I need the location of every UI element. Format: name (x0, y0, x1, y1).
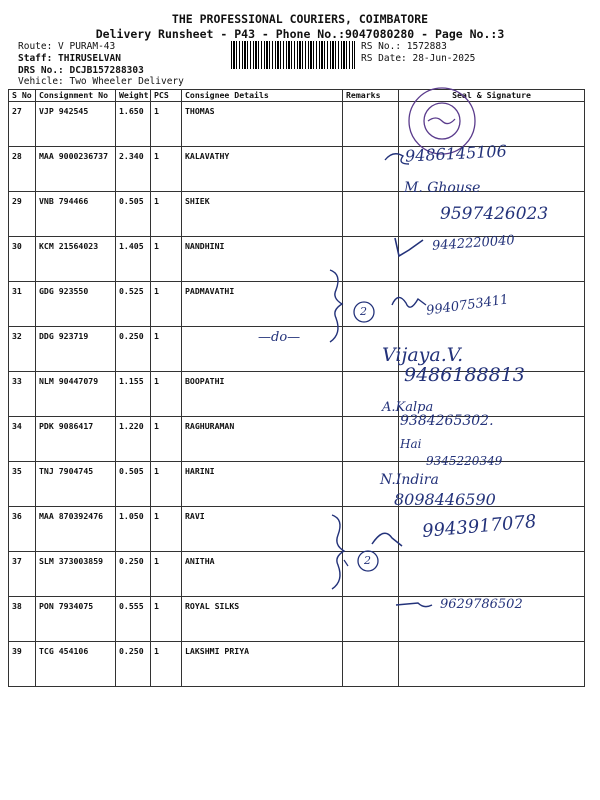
col-header-consignment: Consignment No (36, 90, 116, 102)
cell-weight: 0.505 (116, 192, 151, 237)
runsheet-subtitle: Delivery Runsheet - P43 - Phone No.:9047080280 - Page No.:3 (95, 27, 505, 41)
cell-signature (399, 552, 585, 597)
rs-number: RS No.: 1572883 (361, 41, 447, 52)
cell-remarks (343, 642, 399, 687)
col-header-sno: S No (9, 90, 36, 102)
cell-consignment-no: SLM 373003859 (36, 552, 116, 597)
cell-pcs: 1 (151, 282, 182, 327)
phone-row-39: 9629786502 (440, 597, 523, 612)
bracket-count-1: 2 (360, 305, 367, 318)
cell-weight: 0.525 (116, 282, 151, 327)
cell-consignment-no: PON 7934075 (36, 597, 116, 642)
cell-pcs: 1 (151, 327, 182, 372)
cell-weight: 1.650 (116, 102, 151, 147)
cell-consignee: PADMAVATHI (182, 282, 343, 327)
phone-row-34: 9384265302. (400, 413, 494, 429)
cell-sno: 38 (9, 597, 36, 642)
phone-row-33: 9486188813 (404, 364, 525, 386)
cell-remarks (343, 507, 399, 552)
cell-consignee: THOMAS (182, 102, 343, 147)
cell-pcs: 1 (151, 102, 182, 147)
signature-row-33: Vijaya.V. (382, 344, 464, 366)
cell-remarks (343, 282, 399, 327)
cell-sno: 28 (9, 147, 36, 192)
cell-remarks (343, 147, 399, 192)
cell-consignee: RAVI (182, 507, 343, 552)
cell-consignment-no: TCG 454106 (36, 642, 116, 687)
cell-consignment-no: VNB 794466 (36, 192, 116, 237)
col-header-weight: Weight (116, 90, 151, 102)
rs-date: RS Date: 28-Jun-2025 (361, 53, 476, 64)
signature-row-35: Hai (400, 437, 422, 451)
phone-row-37: 9943917078 (421, 511, 538, 542)
table-row (9, 642, 585, 687)
cell-consignment-no: VJP 942545 (36, 102, 116, 147)
cell-consignee: ANITHA (182, 552, 343, 597)
cell-sno: 39 (9, 642, 36, 687)
cell-weight: 2.340 (116, 147, 151, 192)
phone-row-31: 9940753411 (425, 292, 510, 319)
cell-sno: 37 (9, 552, 36, 597)
cell-remarks (343, 192, 399, 237)
cell-pcs: 1 (151, 642, 182, 687)
signature-row-36: N.Indira (380, 472, 439, 488)
cell-pcs: 1 (151, 192, 182, 237)
cell-pcs: 1 (151, 462, 182, 507)
cell-remarks (343, 237, 399, 282)
barcode-image (231, 41, 355, 69)
table-row (9, 552, 585, 597)
cell-pcs: 1 (151, 237, 182, 282)
cell-signature (399, 102, 585, 147)
phone-row-36: 8098446590 (394, 490, 496, 509)
cell-consignment-no: MAA 870392476 (36, 507, 116, 552)
cell-remarks (343, 102, 399, 147)
phone-row-28: 9486145106 (404, 141, 508, 166)
cell-pcs: 1 (151, 552, 182, 597)
cell-sno: 29 (9, 192, 36, 237)
cell-remarks (343, 417, 399, 462)
cell-consignee: ROYAL SILKS (182, 597, 343, 642)
cell-consignment-no: MAA 9000236737 (36, 147, 116, 192)
cell-weight: 0.505 (116, 462, 151, 507)
cell-pcs: 1 (151, 507, 182, 552)
cell-sno: 27 (9, 102, 36, 147)
cell-consignee: HARINI (182, 462, 343, 507)
cell-pcs: 1 (151, 372, 182, 417)
phone-row-35: 9345220349 (426, 454, 503, 468)
cell-weight: 1.220 (116, 417, 151, 462)
cell-pcs: 1 (151, 147, 182, 192)
vehicle-label: Vehicle: Two Wheeler Delivery (18, 76, 184, 87)
cell-weight: 0.555 (116, 597, 151, 642)
cell-sno: 30 (9, 237, 36, 282)
cell-weight: 1.405 (116, 237, 151, 282)
cell-weight: 1.155 (116, 372, 151, 417)
table-row (9, 462, 585, 507)
ditto-mark: —do— (258, 330, 301, 345)
cell-consignment-no: NLM 90447079 (36, 372, 116, 417)
phone-row-30: 9442220040 (431, 233, 516, 254)
cell-pcs: 1 (151, 417, 182, 462)
cell-sno: 32 (9, 327, 36, 372)
drs-label: DRS No.: DCJB157288303 (18, 65, 144, 76)
col-header-remarks: Remarks (343, 90, 399, 102)
route-label: Route: V PURAM-43 (18, 41, 116, 52)
name-row-29: M. Ghouse (404, 180, 481, 196)
cell-consignee: SHIEK (182, 192, 343, 237)
cell-sno: 31 (9, 282, 36, 327)
cell-sno: 34 (9, 417, 36, 462)
cell-signature (399, 642, 585, 687)
cell-sno: 33 (9, 372, 36, 417)
bracket-count-2: 2 (364, 554, 371, 567)
cell-consignee: NANDHINI (182, 237, 343, 282)
cell-weight: 0.250 (116, 552, 151, 597)
cell-consignee: BOOPATHI (182, 372, 343, 417)
cell-remarks (343, 597, 399, 642)
cell-weight: 0.250 (116, 642, 151, 687)
cell-consignee: KALAVATHY (182, 147, 343, 192)
signature-row-34: A.Kalpa (382, 400, 434, 415)
cell-consignee: RAGHURAMAN (182, 417, 343, 462)
table-row (9, 102, 585, 147)
cell-consignment-no: PDK 9086417 (36, 417, 116, 462)
cell-consignee: LAKSHMI PRIYA (182, 642, 343, 687)
cell-weight: 1.050 (116, 507, 151, 552)
cell-consignment-no: DDG 923719 (36, 327, 116, 372)
cell-sno: 35 (9, 462, 36, 507)
col-header-signature: Seal & Signature (399, 90, 585, 102)
cell-weight: 0.250 (116, 327, 151, 372)
cell-consignment-no: KCM 21564023 (36, 237, 116, 282)
cell-consignment-no: TNJ 7904745 (36, 462, 116, 507)
company-title: THE PROFESSIONAL COURIERS, COIMBATORE (171, 12, 429, 26)
col-header-pcs: PCS (151, 90, 182, 102)
table-header-row (9, 90, 585, 102)
cell-sno: 36 (9, 507, 36, 552)
cell-pcs: 1 (151, 597, 182, 642)
phone-row-29: 9597426023 (440, 204, 549, 224)
cell-consignment-no: GDG 923550 (36, 282, 116, 327)
col-header-consignee: Consignee Details (182, 90, 343, 102)
staff-label: Staff: THIRUSELVAN (18, 53, 121, 64)
